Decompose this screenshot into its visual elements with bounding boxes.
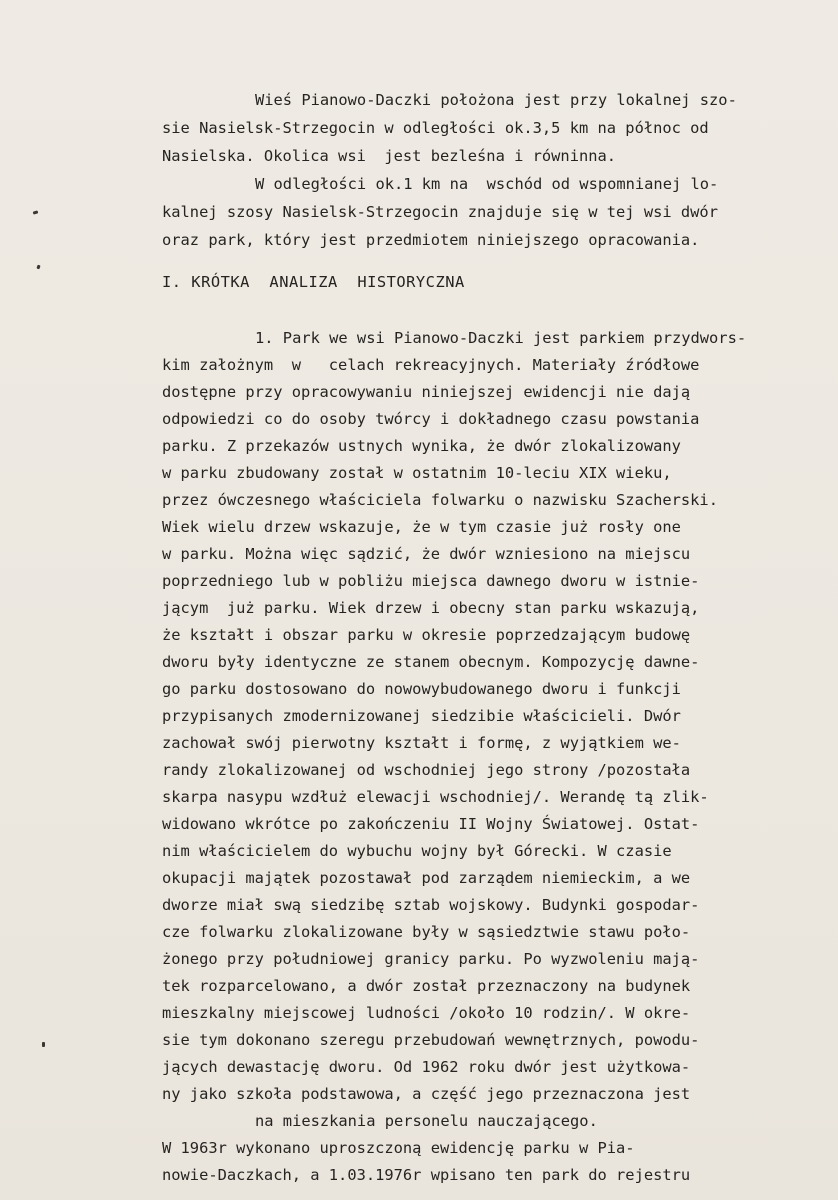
text-line: 1. Park we wsi Pianowo-Daczki jest parkiem przydwors- xyxy=(255,329,747,347)
text-line: ny jako szkoła podstawowa, a część jego przeznaczona jest xyxy=(162,1085,691,1103)
text-line: W odległości ok.1 km na wschód od wspomnianej lo- xyxy=(255,175,719,193)
text-line: Wiek wielu drzew wskazuje, że w tym czasie już rosły one xyxy=(162,518,681,536)
text-line: przez ówczesnego właściciela folwarku o nazwisku Szacherski. xyxy=(162,491,718,509)
margin-mark xyxy=(33,210,39,214)
text-line: mieszkalny miejscowej ludności /około 10 rodzin/. W okre- xyxy=(162,1004,691,1022)
text-line: dworu były identyczne ze stanem obecnym. Kompozycję dawne- xyxy=(162,653,700,671)
text-line: cze folwarku zlokalizowane były w sąsiedztwie stawu poło- xyxy=(162,923,691,941)
text-line: parku. Z przekazów ustnych wynika, że dwór zlokalizowany xyxy=(162,437,681,455)
text-line: dworze miał swą siedzibę sztab wojskowy. Budynki gospodar- xyxy=(162,896,700,914)
text-line: sie Nasielsk-Strzegocin w odległości ok.3,5 km na północ od xyxy=(162,119,709,137)
text-line: jącym już parku. Wiek drzew i obecny stan parku wskazują, xyxy=(162,599,700,617)
text-line: w parku. Można więc sądzić, że dwór wzniesiono na miejscu xyxy=(162,545,691,563)
text-line: odpowiedzi co do osoby twórcy i dokładnego czasu powstania xyxy=(162,410,700,428)
text-line: okupacji majątek pozostawał pod zarządem niemieckim, a we xyxy=(162,869,691,887)
text-line: randy zlokalizowanej od wschodniej jego strony /pozostała xyxy=(162,761,691,779)
text-line: skarpa nasypu wzdłuż elewacji wschodniej/. Werandę tą zlik- xyxy=(162,788,709,806)
text-line: kim założnym w celach rekreacyjnych. Materiały źródłowe xyxy=(162,356,700,374)
text-line: przypisanych zmodernizowanej siedzibie właścicieli. Dwór xyxy=(162,707,681,725)
text-line: oraz park, który jest przedmiotem niniejszego opracowania. xyxy=(162,231,700,249)
text-line: Nasielska. Okolica wsi jest bezleśna i równinna. xyxy=(162,147,617,165)
text-line: jących dewastację dworu. Od 1962 roku dwór jest użytkowa- xyxy=(162,1058,691,1076)
margin-mark xyxy=(36,265,40,270)
text-line: poprzedniego lub w pobliżu miejsca dawnego dworu w istnie- xyxy=(162,572,700,590)
text-line: nim właścicielem do wybuchu wojny był Górecki. W czasie xyxy=(162,842,672,860)
text-line: sie tym dokonano szeregu przebudowań wewnętrznych, powodu- xyxy=(162,1031,700,1049)
text-line: nowie-Daczkach, a 1.03.1976r wpisano ten park do rejestru xyxy=(162,1166,691,1184)
text-line: dostępne przy opracowywaniu niniejszej ewidencji nie dają xyxy=(162,383,691,401)
text-line: w parku zbudowany został w ostatnim 10-leciu XIX wieku, xyxy=(162,464,672,482)
text-line: zachował swój pierwotny kształt i formę, z wyjątkiem we- xyxy=(162,734,681,752)
text-line: W 1963r wykonano uproszczoną ewidencję parku w Pia- xyxy=(162,1139,635,1157)
text-line: Wieś Pianowo-Daczki położona jest przy lokalnej szo- xyxy=(255,91,737,109)
text-line: żonego przy południowej granicy parku. Po wyzwoleniu mają- xyxy=(162,950,700,968)
margin-mark xyxy=(42,1042,45,1047)
text-line: widowano wkrótce po zakończeniu II Wojny Światowej. Ostat- xyxy=(162,815,700,833)
text-line: tek rozparcelowano, a dwór został przeznaczony na budynek xyxy=(162,977,691,995)
text-line: go parku dostosowano do nowowybudowanego dworu i funkcji xyxy=(162,680,681,698)
text-line: na mieszkania personelu nauczającego. xyxy=(255,1112,598,1130)
text-line: kalnej szosy Nasielsk-Strzegocin znajduje się w tej wsi dwór xyxy=(162,203,718,221)
text-line: że kształt i obszar parku w okresie poprzedzającym budowę xyxy=(162,626,691,644)
section-heading: I. KRÓTKA ANALIZA HISTORYCZNA xyxy=(162,273,465,291)
